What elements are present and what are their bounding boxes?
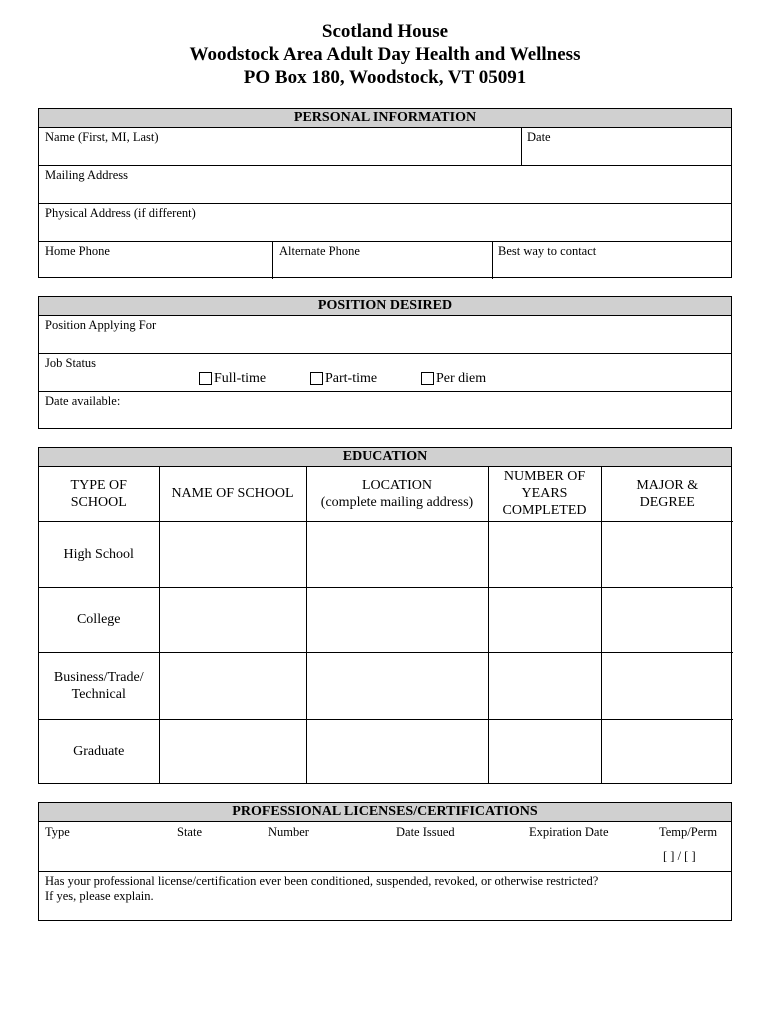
location-header: LOCATION (complete mailing address): [306, 467, 488, 521]
phone-row: [39, 242, 731, 279]
form-header: [0, 20, 770, 89]
license-state-field[interactable]: State: [177, 825, 202, 839]
physical-address-field[interactable]: Physical Address (if different): [45, 206, 196, 220]
license-expiration-field[interactable]: Expiration Date: [529, 825, 609, 839]
position-desired-section: [38, 296, 732, 429]
job-status-label: Job Status: [45, 356, 97, 370]
alternate-phone-field[interactable]: Alternate Phone: [279, 244, 360, 258]
name-of-school-header: NAME OF SCHOOL: [159, 467, 306, 521]
license-date-issued-field[interactable]: Date Issued: [396, 825, 455, 839]
divider: [492, 242, 493, 279]
home-phone-field[interactable]: Home Phone: [45, 244, 110, 258]
name-of-school-cell[interactable]: [159, 719, 306, 783]
temp-perm-checkboxes[interactable]: [ ] / [ ]: [663, 849, 696, 863]
type-of-school-header: TYPE OF SCHOOL: [39, 467, 159, 521]
school-type-cell: Graduate: [39, 719, 159, 783]
license-type-field[interactable]: Type: [45, 825, 70, 839]
location-cell[interactable]: [306, 652, 488, 719]
years-completed-cell[interactable]: [488, 652, 601, 719]
license-explain-prompt: If yes, please explain.: [45, 889, 154, 903]
table-row: [39, 587, 733, 652]
school-type-cell: Business/Trade/ Technical: [39, 652, 159, 719]
years-completed-cell[interactable]: [488, 587, 601, 652]
organization-name: Scotland House: [321, 21, 449, 42]
major-degree-cell[interactable]: [601, 719, 733, 783]
education-section: [38, 447, 732, 784]
major-degree-cell[interactable]: [601, 587, 733, 652]
checkbox-icon[interactable]: [199, 372, 212, 385]
name-row: [39, 128, 731, 166]
license-number-field[interactable]: Number: [268, 825, 309, 839]
years-completed-header: NUMBER OF YEARS COMPLETED: [488, 467, 601, 521]
job-status-row: [39, 354, 731, 392]
date-available-field[interactable]: Date available:: [45, 394, 121, 408]
section-title: PERSONAL INFORMATION: [39, 109, 731, 128]
location-cell[interactable]: [306, 521, 488, 587]
position-applying-field[interactable]: Position Applying For: [45, 318, 157, 332]
table-row: [39, 652, 733, 719]
best-contact-field[interactable]: Best way to contact: [498, 244, 597, 258]
divider: [521, 128, 522, 165]
school-type-cell: High School: [39, 521, 159, 587]
temp-perm-label: Temp/Perm: [659, 825, 718, 839]
location-cell[interactable]: [306, 719, 488, 783]
mailing-address-field[interactable]: Mailing Address: [45, 168, 128, 182]
education-table: [39, 467, 733, 783]
mailing-address-row: [39, 166, 731, 204]
per-diem-option[interactable]: [421, 370, 486, 387]
personal-information-section: [38, 108, 732, 278]
license-question[interactable]: [45, 874, 598, 904]
license-question-row: [39, 872, 731, 921]
years-completed-cell[interactable]: [488, 719, 601, 783]
name-of-school-cell[interactable]: [159, 652, 306, 719]
position-applying-row: [39, 316, 731, 354]
checkbox-icon[interactable]: [421, 372, 434, 385]
checkbox-icon[interactable]: [310, 372, 323, 385]
organization-subtitle: Woodstock Area Adult Day Health and Wellness: [189, 44, 581, 65]
years-completed-cell[interactable]: [488, 521, 601, 587]
full-time-label: Full-time: [214, 371, 267, 386]
table-row: [39, 719, 733, 783]
license-question-text: Has your professional license/certification ever been conditioned, suspended, revoked, or otherwise restricted?: [45, 874, 599, 888]
date-field[interactable]: Date: [527, 130, 551, 144]
date-available-row: [39, 392, 731, 429]
table-header-row: [39, 467, 733, 521]
name-of-school-cell[interactable]: [159, 521, 306, 587]
divider: [272, 242, 273, 279]
part-time-label: Part-time: [325, 371, 378, 386]
organization-address: PO Box 180, Woodstock, VT 05091: [243, 67, 527, 88]
major-degree-header: MAJOR & DEGREE: [601, 467, 733, 521]
physical-address-row: [39, 204, 731, 242]
school-type-cell: College: [39, 587, 159, 652]
section-title: PROFESSIONAL LICENSES/CERTIFICATIONS: [39, 803, 731, 822]
location-cell[interactable]: [306, 587, 488, 652]
section-title: POSITION DESIRED: [39, 297, 731, 316]
licenses-section: [38, 802, 732, 921]
section-title: EDUCATION: [39, 448, 731, 467]
name-field[interactable]: Name (First, MI, Last): [45, 130, 159, 144]
license-row: [39, 822, 731, 872]
full-time-option[interactable]: [199, 370, 266, 387]
name-of-school-cell[interactable]: [159, 587, 306, 652]
table-row: [39, 521, 733, 587]
major-degree-cell[interactable]: [601, 652, 733, 719]
per-diem-label: Per diem: [436, 371, 487, 386]
part-time-option[interactable]: [310, 370, 377, 387]
major-degree-cell[interactable]: [601, 521, 733, 587]
